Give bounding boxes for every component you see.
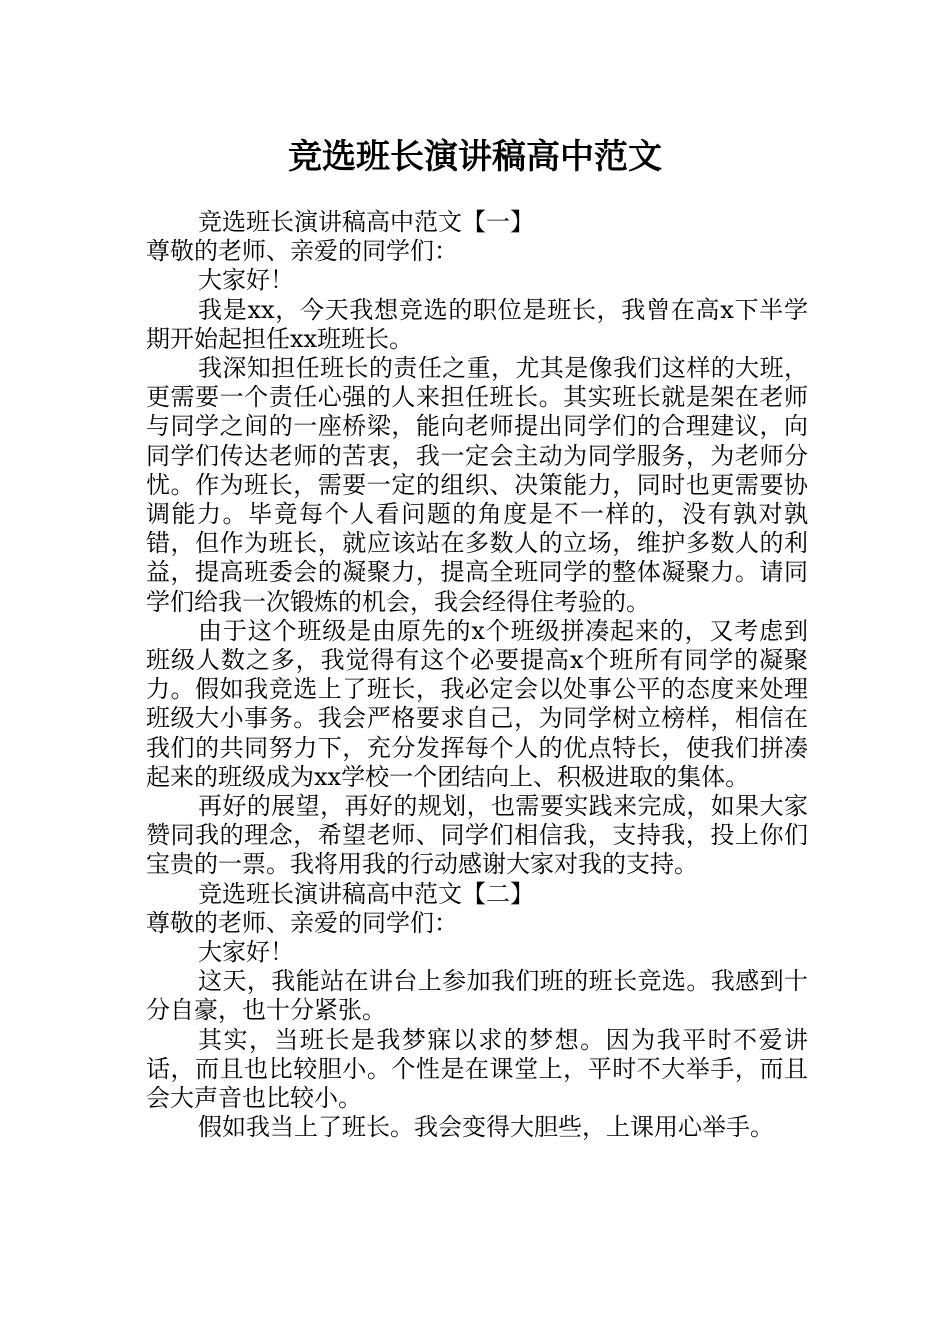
paragraph: 其实，当班长是我梦寐以求的梦想。因为我平时不爱讲话，而且也比较胆小。个性是在课堂上，平时不大举手，而且会大声音也比较小。 [146,1025,808,1113]
paragraph: 大家好！ [198,266,294,295]
paragraph: 竞选班长演讲稿高中范文【一】 [198,208,534,236]
document-title: 竞选班长演讲稿高中范文 [288,137,662,177]
paragraph: 竞选班长演讲稿高中范文【二】 [198,879,534,908]
paragraph: 尊敬的老师、亲爱的同学们： [146,237,458,266]
paragraph: 尊敬的老师、亲爱的同学们： [146,908,458,937]
paragraph: 我是xx，今天我想竞选的职位是班长，我曾在高x下半学期开始起担任xx班班长。 [146,295,808,353]
paragraph: 假如我当上了班长。我会变得大胆些，上课用心举手。 [198,1113,774,1142]
paragraph: 大家好！ [198,938,294,967]
paragraph: 再好的展望，再好的规划，也需要实践来完成，如果大家赞同我的理念，希望老师、同学们相信我，支持我，投上你们宝贵的一票。我将用我的行动感谢大家对我的支持。 [146,792,808,879]
paragraph: 我深知担任班长的责任之重，尤其是像我们这样的大班，更需要一个责任心强的人来担任班长。其实班长就是架在老师与同学之间的一座桥梁，能向老师提出同学们的合理建议，向同学们传达老师的苦衷，我一定会主动为同学服务，为老师分忧。作为班长，需要一定的组织、决策能力，同时也更需要协调能力。毕竟每个人看问题的角度是不一样的，没有孰对孰错，但作为班长，就应该站在多数人的立场，维护多数人的利益，提高班委会的凝聚力，提高全班同学的整体凝聚力。请同学们给我一次锻炼的机会，我会经得住考验的。 [146,354,808,616]
document-body [146,208,808,1143]
paragraph: 这天，我能站在讲台上参加我们班的班长竞选。我感到十分自豪，也十分紧张。 [146,967,808,1025]
paragraph: 由于这个班级是由原先的x个班级拼凑起来的，又考虑到班级人数之多，我觉得有这个必要提高x个班所有同学的凝聚力。假如我竞选上了班长，我必定会以处事公平的态度来处理班级大小事务。我会严格要求自己，为同学树立榜样，相信在我们的共同努力下，充分发挥每个人的优点特长，使我们拼凑起来的班级成为xx学校一个团结向上、积极进取的集体。 [146,616,808,791]
